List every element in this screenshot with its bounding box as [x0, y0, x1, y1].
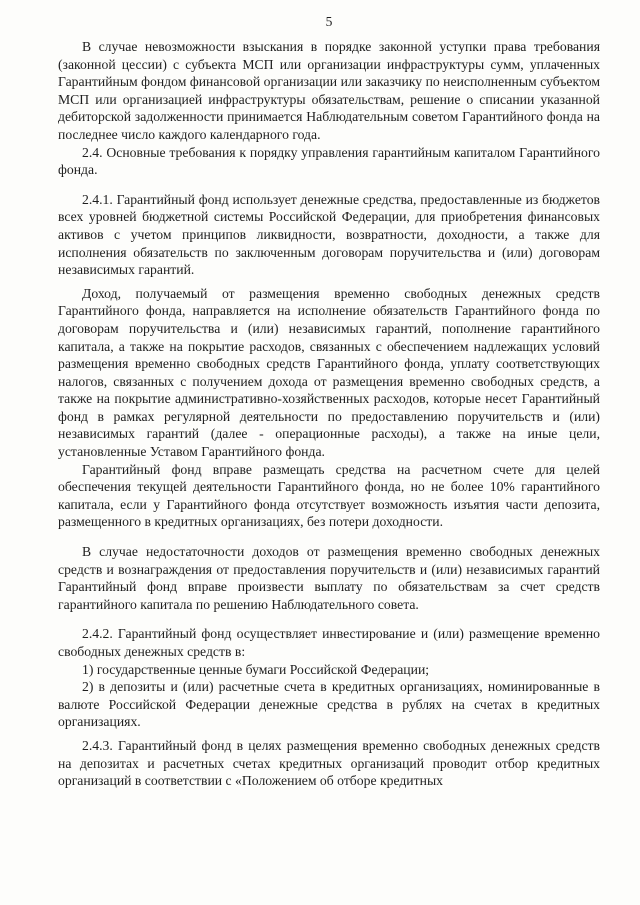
paragraph-2-4-1: 2.4.1. Гарантийный фонд использует денежные средства, предоставленные из бюджетов всех уровней бюджетной системы Российской Федерации, для приобретения финансовых активов с учетом принципов ликвидности, возвратности, доходности, а также для исполнения обязательств по заключенным договорам поручительства и (или) договорам независимых гарантий.: [58, 191, 600, 278]
page-number: 5: [325, 14, 333, 29]
paragraph-insufficient-income: В случае недостаточности доходов от размещения временно свободных денежных средств и вознаграждения от предоставления поручительств и (или) независимых гарантий Гарантийный фонд вправе произвести выплату по обязательствам за счет средств гарантийного капитала по решению Наблюдательного совета.: [58, 544, 600, 612]
paragraph-2-4-2: 2.4.2. Гарантийный фонд осуществляет инвестирование и (или) размещение временно свободных денежных средств в:: [58, 626, 600, 659]
section-2-4-heading: 2.4. Основные требования к порядку управления гарантийным капиталом Гарантийного фонда.: [58, 144, 600, 178]
paragraph-debt-write-off: В случае невозможности взыскания в порядке законной уступки права требования (законной цессии) с субъекта МСП или организации инфраструктуры сумм, уплаченных Гарантийным фондом финансовой организации или заказчику по неисполненным субъектом МСП или организацией инфраструктуры обязательствам, решение о списании указанной дебиторской задолженности принимается Наблюдательным советом Гарантийного фонда на последнее число каждого календарного года.: [58, 39, 600, 142]
list-item-1: 1) государственные ценные бумаги Российской Федерации;: [82, 661, 430, 677]
paragraph-income-use: Доход, получаемый от размещения временно свободных денежных средств Гарантийного фонда, направляется на исполнение обязательств Гарантийного фонда по договорам поручительства и (или) независимых гарантий, пополнение гарантийного капитала, а также на покрытие расходов, связанных с обеспечением надлежащих условий размещения временно свободных средств Гарантийного фонда, уплату соответствующих налогов, связанных с получением дохода от размещения временно свободных средств, а также на покрытие административно-хозяйственных расходов, которые несет Гарантийный фонд в рамках регулярной деятельности по предоставлению поручительств и (или) независимых гарантий (далее - операционные расходы), а также на иные цели, установленные Уставом Гарантийного фонда.: [58, 285, 600, 460]
document-body: [58, 38, 600, 790]
paragraph-current-account: Гарантийный фонд вправе размещать средства на расчетном счете для целей обеспечения текущей деятельности Гарантийного фонда, но не более 10% гарантийного капитала, если у Гарантийного фонда отсутствует возможность изъятия части депозита, размещенного в кредитных организациях, без потери доходности.: [58, 461, 600, 530]
paragraph-2-4-3: 2.4.3. Гарантийный фонд в целях размещения временно свободных денежных средств на депозитах и расчетных счетах кредитных организаций проводит отбор кредитных организаций в соответствии с «Положением об отборе кредитных: [58, 737, 600, 789]
list-item-2: 2) в депозиты и (или) расчетные счета в кредитных организациях, номинированные в валюте Российской Федерации денежные средства в рублях на счетах в кредитных организациях.: [58, 679, 600, 730]
